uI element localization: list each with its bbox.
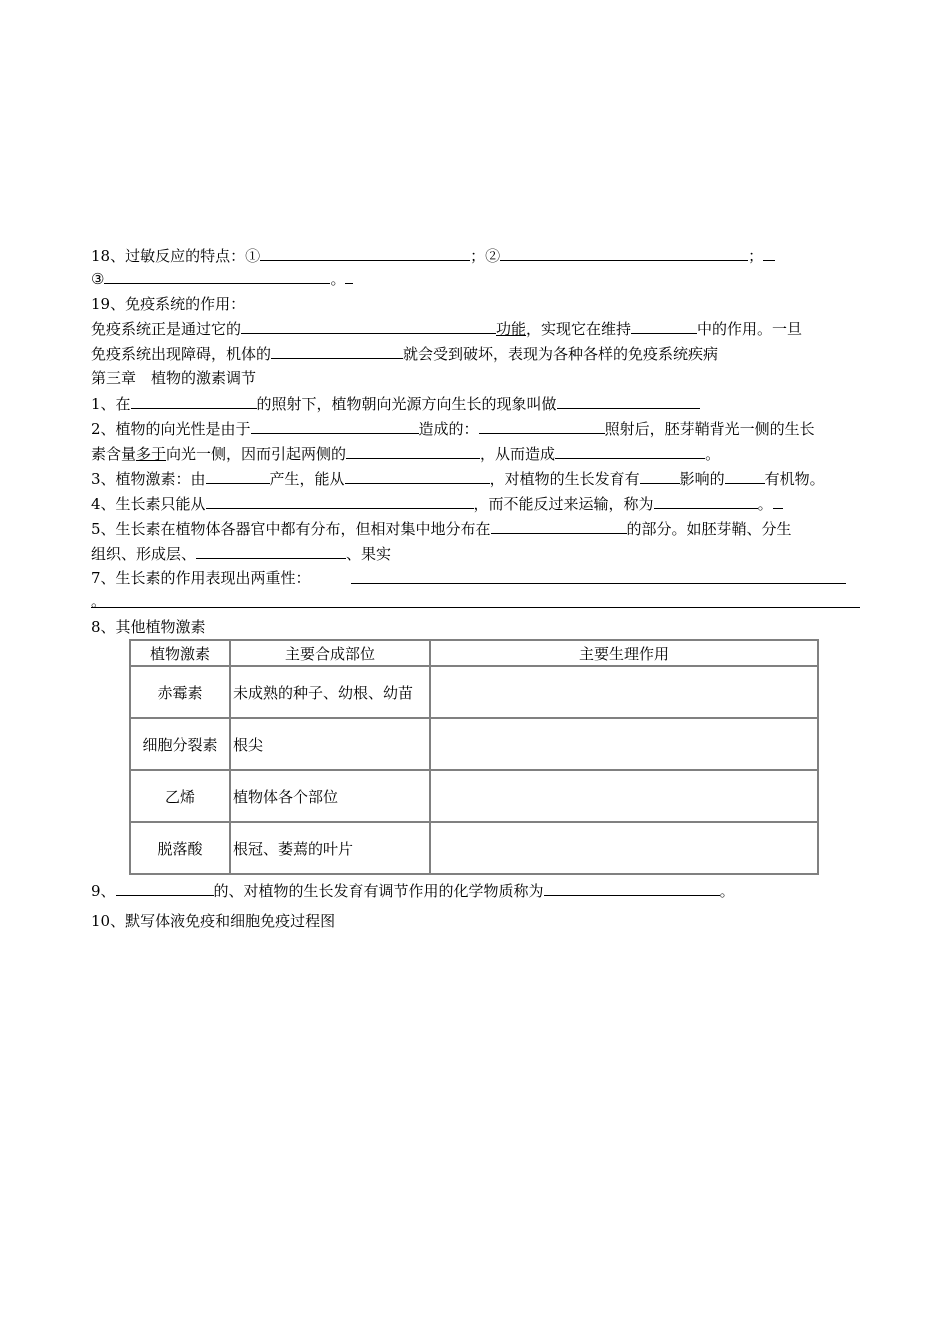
- q18-sep-end: ；: [748, 247, 764, 265]
- c3-blank-2[interactable]: [345, 468, 490, 484]
- c7-a: 7、生长素的作用表现出两重性：: [91, 569, 311, 587]
- q18-prefix: 18、过敏反应的特点：①: [91, 247, 261, 265]
- c9-blank-2[interactable]: [544, 880, 720, 896]
- c1-blank-1[interactable]: [131, 393, 257, 409]
- c7-answer-line-2[interactable]: [91, 607, 860, 608]
- q18-blank-3-tail[interactable]: [345, 268, 353, 284]
- hormone-name: 乙烯: [130, 770, 230, 822]
- c1-b: 的照射下，植物朝向光源方向生长的现象叫做: [256, 395, 557, 413]
- table-row: [130, 666, 818, 718]
- hormone-role-input[interactable]: [430, 822, 818, 874]
- q18-mark3: ③: [91, 270, 105, 288]
- c2-b: 造成的：: [418, 420, 479, 438]
- c3-question-5-line2: [91, 543, 391, 565]
- c3-blank-4[interactable]: [725, 468, 765, 484]
- c1-a: 1、在: [91, 395, 131, 413]
- hormone-role-input[interactable]: [430, 666, 818, 718]
- c9-blank-1[interactable]: [116, 880, 214, 896]
- hormone-role-input[interactable]: [430, 718, 818, 770]
- c3-e: 有机物。: [764, 470, 825, 488]
- q19-l2-a: 免疫系统出现障碍，机体的: [91, 345, 272, 363]
- c2-g: ，从而造成: [480, 445, 556, 463]
- c5-blank-2[interactable]: [196, 543, 346, 559]
- c5-c: 组织、形成层、: [91, 545, 197, 563]
- c3-blank-1[interactable]: [206, 468, 270, 484]
- c4-blank-1[interactable]: [206, 493, 474, 509]
- c2-e: 多于: [136, 445, 167, 463]
- c2-blank-1[interactable]: [251, 418, 419, 434]
- c5-b: 的部分。如胚芽鞘、分生: [626, 520, 792, 538]
- hormone-role-input[interactable]: [430, 770, 818, 822]
- c9-a: 9、: [91, 882, 116, 900]
- c3-question-3: [91, 468, 825, 490]
- c9-b: 的、对植物的生长发育有调节作用的化学物质称为: [213, 882, 544, 900]
- c3-question-8: [91, 617, 206, 639]
- c3-b: 产生，能从: [269, 470, 345, 488]
- q19-blank-maintain[interactable]: [631, 318, 697, 334]
- c3-question-9: [91, 880, 735, 902]
- q18-sep2: ；②: [470, 247, 501, 265]
- c4-blank-2[interactable]: [654, 493, 758, 509]
- table-header-row: [130, 640, 818, 666]
- c1-blank-2[interactable]: [557, 393, 700, 409]
- q19-blank-function[interactable]: [241, 318, 496, 334]
- q19-l2-b: 就会受到破坏，表现为各种各样的免疫系统疾病: [403, 345, 719, 363]
- q18-blank-3[interactable]: [104, 268, 330, 284]
- table-row: [130, 718, 818, 770]
- question-19-title: [91, 294, 245, 316]
- q19-l1-a: 免疫系统正是通过它的: [91, 320, 242, 338]
- header-hormone: 植物激素: [130, 640, 230, 666]
- q19-blank-body[interactable]: [271, 343, 403, 359]
- question-19-line1: [91, 318, 802, 340]
- hormone-name: 赤霉素: [130, 666, 230, 718]
- c8-title: 8、其他植物激素: [91, 618, 206, 636]
- question-18-line2: [91, 268, 353, 290]
- c7-answer-line-1[interactable]: [351, 583, 846, 584]
- hormone-site: 植物体各个部位: [230, 770, 430, 822]
- question-18-line1: [91, 245, 775, 267]
- q18-end: 。: [330, 270, 346, 288]
- header-role: 主要生理作用: [430, 640, 818, 666]
- c5-a: 5、生长素在植物体各器官中都有分布，但相对集中地分布在: [91, 520, 491, 538]
- q18-blank-tail[interactable]: [763, 245, 775, 261]
- c3-a: 3、植物激素：由: [91, 470, 206, 488]
- c2-a: 2、植物的向光性是由于: [91, 420, 251, 438]
- hormone-name: 细胞分裂素: [130, 718, 230, 770]
- c2-c: 照射后，胚芽鞘背光一侧的生长: [604, 420, 815, 438]
- q18-blank-1[interactable]: [260, 245, 470, 261]
- c4-blank-tail[interactable]: [773, 493, 783, 509]
- c10-title: 10、默写体液免疫和细胞免疫过程图: [91, 912, 336, 930]
- hormone-site: 根冠、萎蔫的叶片: [230, 822, 430, 874]
- c2-h: 。: [705, 445, 721, 463]
- chapter-3-title: [91, 368, 256, 390]
- c2-blank-2[interactable]: [479, 418, 605, 434]
- q19-l1-d: 中的作用。一旦: [697, 320, 803, 338]
- c3-c: ，对植物的生长发育有: [489, 470, 640, 488]
- c7-end: 。: [91, 592, 107, 610]
- hormone-name: 脱落酸: [130, 822, 230, 874]
- c3-question-2-line1: [91, 418, 815, 440]
- table-row: [130, 770, 818, 822]
- c3-d: 影响的: [679, 470, 725, 488]
- c2-f: 向光一侧，因而引起两侧的: [166, 445, 347, 463]
- c2-blank-3[interactable]: [346, 443, 480, 459]
- header-site: 主要合成部位: [230, 640, 430, 666]
- c9-c: 。: [719, 882, 735, 900]
- c4-b: ，而不能反过来运输，称为: [473, 495, 654, 513]
- c5-blank-1[interactable]: [491, 518, 627, 534]
- q19-l1-c: ，实现它在维持: [526, 320, 632, 338]
- c4-c: 。: [757, 495, 773, 513]
- c5-d: 、果实: [346, 545, 392, 563]
- c3-question-5-line1: [91, 518, 792, 540]
- hormone-site: 未成熟的种子、幼根、幼苗: [230, 666, 430, 718]
- c3-question-7-end: [91, 591, 106, 613]
- q19-title: 19、免疫系统的作用：: [91, 295, 246, 313]
- q18-blank-2[interactable]: [500, 245, 748, 261]
- question-19-line2: [91, 343, 718, 365]
- chapter-title: 第三章 植物的激素调节: [91, 369, 257, 387]
- hormone-table: [129, 639, 819, 875]
- table-row: [130, 822, 818, 874]
- hormone-site: 根尖: [230, 718, 430, 770]
- c3-question-10: [91, 911, 335, 933]
- c3-question-1: [91, 393, 700, 415]
- c3-question-7: [91, 568, 311, 590]
- c3-question-2-line2: [91, 443, 720, 465]
- c2-d: 素含量: [91, 445, 137, 463]
- c3-question-4: [91, 493, 783, 515]
- q19-l1-b: 功能: [496, 320, 527, 338]
- c2-blank-4[interactable]: [555, 443, 705, 459]
- c4-a: 4、生长素只能从: [91, 495, 206, 513]
- c3-blank-3[interactable]: [640, 468, 680, 484]
